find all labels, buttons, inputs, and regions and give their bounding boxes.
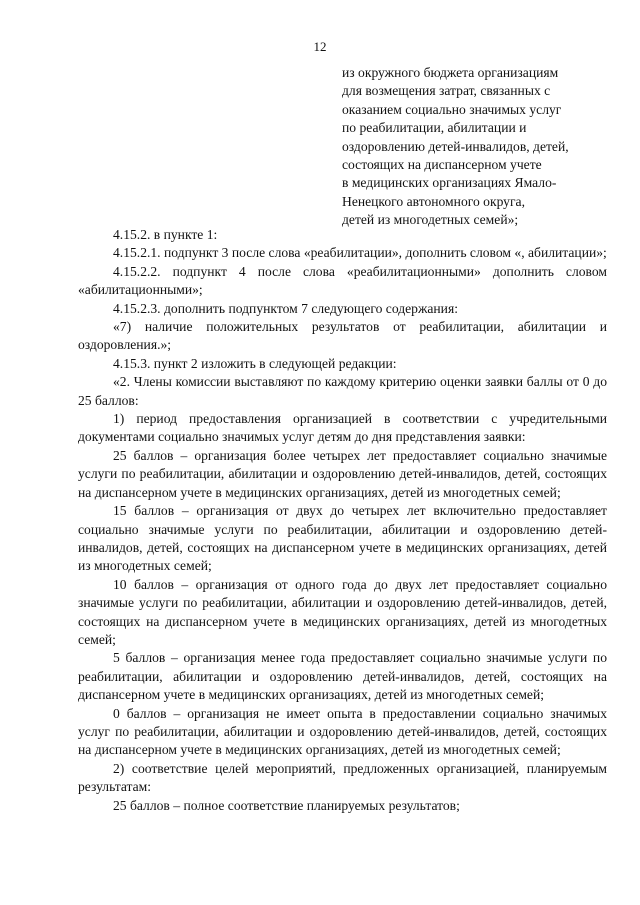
paragraph-item-2: «2. Члены комиссии выставляют по каждому критерию оценки заявки баллы от 0 до 25 баллов: xyxy=(78,374,607,408)
quoted-title-line: детей из многодетных семей»; xyxy=(342,212,519,228)
paragraph-criterion-2-score-25: 25 баллов – полное соответствие планируемых результатов; xyxy=(113,797,460,813)
quoted-title-line: Ненецкого автономного округа, xyxy=(342,193,525,209)
quoted-title-line: оказанием социально значимых услуг xyxy=(342,101,562,117)
paragraph-criterion-2: 2) соответствие целей мероприятий, предложенных организацией, планируемым результатам: xyxy=(78,760,607,795)
quoted-title-line: из окружного бюджета организациям xyxy=(342,65,559,80)
paragraph-score-15: 15 баллов – организация от двух до четырех лет включительно предоставляет социально значимые услуги по реабилитации, абилитации и оздоровлению детей-инвалидов, детей, состоящих на диспансерном учете в медицинских организациях, детей из многодетных семей; xyxy=(78,503,607,574)
paragraph-4-15-2-1: 4.15.2.1. подпункт 3 после слова «реабилитации», дополнить словом «, абилитации»; xyxy=(113,245,607,261)
paragraph-4-15-2: 4.15.2. в пункте 1: xyxy=(113,227,218,242)
quoted-title-line: состоящих на диспансерном учете xyxy=(342,157,542,173)
quoted-title-line: для возмещения затрат, связанных с xyxy=(342,83,551,99)
paragraph-score-10: 10 баллов – организация от одного года до двух лет предоставляет социально значимые услуги по реабилитации, абилитации и оздоровлению детей-инвалидов, детей, состоящих на диспансерном учете в медицинских организациях, детей из многодетных семей; xyxy=(78,576,607,647)
paragraph-score-0: 0 баллов – организация не имеет опыта в предоставлении социально значимых услуг по реабилитации, абилитации и оздоровлению детей-инвалидов, детей, состоящих на диспансерном учете в медицинских организациях, детей из многодетных семей; xyxy=(78,705,607,758)
document-body xyxy=(78,226,607,815)
quoted-title-line: оздоровлению детей-инвалидов, детей, xyxy=(342,138,569,154)
paragraph-4-15-3: 4.15.3. пункт 2 изложить в следующей редакции: xyxy=(113,355,397,371)
paragraph-4-15-2-2: 4.15.2.2. подпункт 4 после слова «реабилитационными» дополнить словом «абилитационными»; xyxy=(78,263,607,298)
quoted-title-line: в медицинских организациях Ямало- xyxy=(342,175,557,191)
quoted-title-block xyxy=(342,64,604,230)
quoted-title-line: по реабилитации, абилитации и xyxy=(342,120,527,136)
paragraph-score-25: 25 баллов – организация более четырех лет предоставляет социально значимые услуги по реабилитации, абилитации и оздоровлению детей-инвалидов, детей, состоящих на диспансерном учете в медицинских организациях, детей из многодетных семей; xyxy=(78,447,607,500)
paragraph-4-15-2-3: 4.15.2.3. дополнить подпунктом 7 следующего содержания: xyxy=(113,300,458,316)
paragraph-score-5: 5 баллов – организация менее года предоставляет социально значимые услуги по реабилитации, абилитации и оздоровлению детей-инвалидов, детей, состоящих на диспансерном учете в медицинских организациях, детей из многодетных семей; xyxy=(78,650,607,703)
page-number: 12 xyxy=(313,39,327,54)
paragraph-criterion-1: 1) период предоставления организацией в соответствии с учредительными документами социально значимых услуг детям до дня представления заявки: xyxy=(78,411,607,445)
paragraph-subitem-7: «7) наличие положительных результатов от реабилитации, абилитации и оздоровления.»; xyxy=(78,319,607,353)
